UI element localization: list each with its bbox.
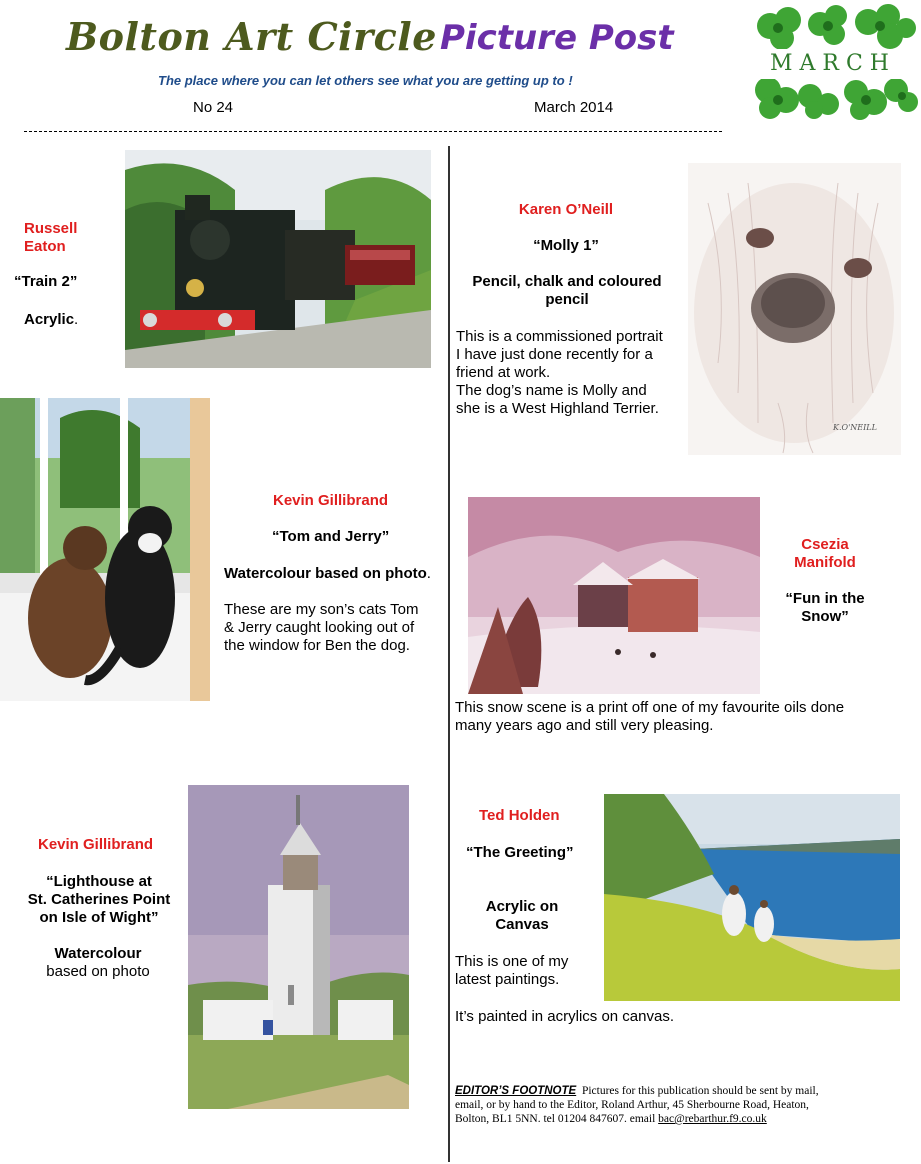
description-line: This is a commissioned portrait: [456, 328, 663, 345]
medium-line: Watercolour: [54, 945, 142, 962]
editor-email-link[interactable]: bac@rebarthur.f9.co.uk: [658, 1113, 767, 1125]
artist-name-line: Csezia: [801, 536, 849, 553]
painting-train: [125, 150, 431, 368]
column-divider: [448, 146, 450, 1162]
medium-text: Watercolour based on photo: [224, 565, 427, 582]
description-line: many years ago and still very pleasing.: [455, 717, 714, 734]
tagline: The place where you can let others see what you are getting up to !: [158, 73, 573, 88]
artwork-title: “Molly 1”: [533, 237, 599, 254]
artwork-title: [8, 873, 190, 927]
artist-signature: K.O'NEILL: [833, 423, 877, 432]
description-line: This is one of my: [455, 953, 569, 970]
issue-number: No 24: [193, 99, 234, 116]
artwork-title: [770, 590, 880, 626]
medium-line: Acrylic on: [485, 898, 559, 915]
issue-date: March 2014: [534, 99, 614, 116]
description-line: latest paintings.: [455, 971, 560, 988]
description-line: friend at work.: [456, 364, 551, 381]
artist-name: Kevin Gillibrand: [273, 492, 389, 509]
march-clover-badge: [748, 4, 918, 120]
artwork-description: [455, 953, 625, 989]
artwork-description: [224, 601, 444, 655]
title-line: “Lighthouse at: [46, 873, 152, 890]
artist-name: Kevin Gillibrand: [38, 836, 154, 853]
artwork-title: “Train 2”: [14, 273, 78, 290]
medium-period: .: [426, 565, 431, 582]
artist-name: Karen O’Neill: [518, 201, 614, 218]
medium-line: Canvas: [495, 916, 549, 933]
artwork-description: [455, 699, 895, 735]
artist-name-line: Russell: [24, 220, 78, 237]
title-line: on Isle of Wight”: [39, 909, 159, 926]
description-line: These are my son’s cats Tom: [224, 601, 419, 618]
medium-period: .: [74, 311, 79, 328]
artist-name: Ted Holden: [479, 807, 560, 824]
medium-line: Pencil, chalk and coloured: [472, 273, 662, 290]
footnote-label: EDITOR’S FOOTNOTE: [455, 1085, 577, 1097]
footnote-line: [455, 1112, 895, 1126]
artwork-title: “Tom and Jerry”: [272, 528, 390, 545]
newsletter-subtitle: Picture Post: [440, 18, 674, 58]
month-label: MARCH: [770, 51, 896, 76]
footnote-line: [455, 1084, 895, 1098]
artist-name: [24, 220, 77, 256]
footnote-text: Bolton, BL1 5NN. tel 01204 847607. email: [455, 1113, 659, 1125]
description-line: the window for Ben the dog.: [224, 637, 410, 654]
artwork-medium: [466, 898, 578, 934]
artwork-medium: [456, 273, 678, 309]
newsletter-title: Bolton Art Circle: [66, 14, 437, 59]
title-line: “Fun in the: [785, 590, 865, 607]
footnote-line: email, or by hand to the Editor, Roland Arthur, 45 Sherbourne Road, Heaton,: [455, 1099, 809, 1111]
artwork-medium: [18, 945, 178, 981]
medium-line: based on photo: [46, 963, 150, 980]
artwork-medium: [224, 565, 431, 583]
artist-name-line: Manifold: [794, 554, 856, 571]
painting-lighthouse: [188, 785, 409, 1109]
painting-cats-tom-and-jerry: [0, 398, 210, 701]
drawing-dog-molly: [688, 163, 901, 455]
description-line: & Jerry caught looking out of: [224, 619, 415, 636]
header-divider: [24, 131, 722, 132]
description-line: she is a West Highland Terrier.: [456, 400, 659, 417]
painting-fun-in-the-snow: [468, 497, 760, 694]
editors-footnote: [455, 1084, 895, 1126]
artist-name: [780, 536, 870, 572]
footnote-text: Pictures for this publication should be sent by mail,: [581, 1085, 819, 1097]
description-line: I have just done recently for a: [456, 346, 653, 363]
artwork-title: “The Greeting”: [466, 844, 574, 861]
description-line: This snow scene is a print off one of my favourite oils done: [455, 699, 845, 716]
title-line: Snow”: [801, 608, 849, 625]
medium-text: Acrylic: [24, 311, 75, 328]
description-line: The dog’s name is Molly and: [456, 382, 647, 399]
artwork-medium: [24, 311, 78, 329]
painting-the-greeting: [604, 794, 900, 1001]
title-line: St. Catherines Point: [27, 891, 171, 908]
artwork-description: [456, 328, 686, 418]
artwork-description: It’s painted in acrylics on canvas.: [455, 1008, 675, 1025]
artist-name-line: Eaton: [24, 238, 66, 255]
medium-line: pencil: [545, 291, 589, 308]
